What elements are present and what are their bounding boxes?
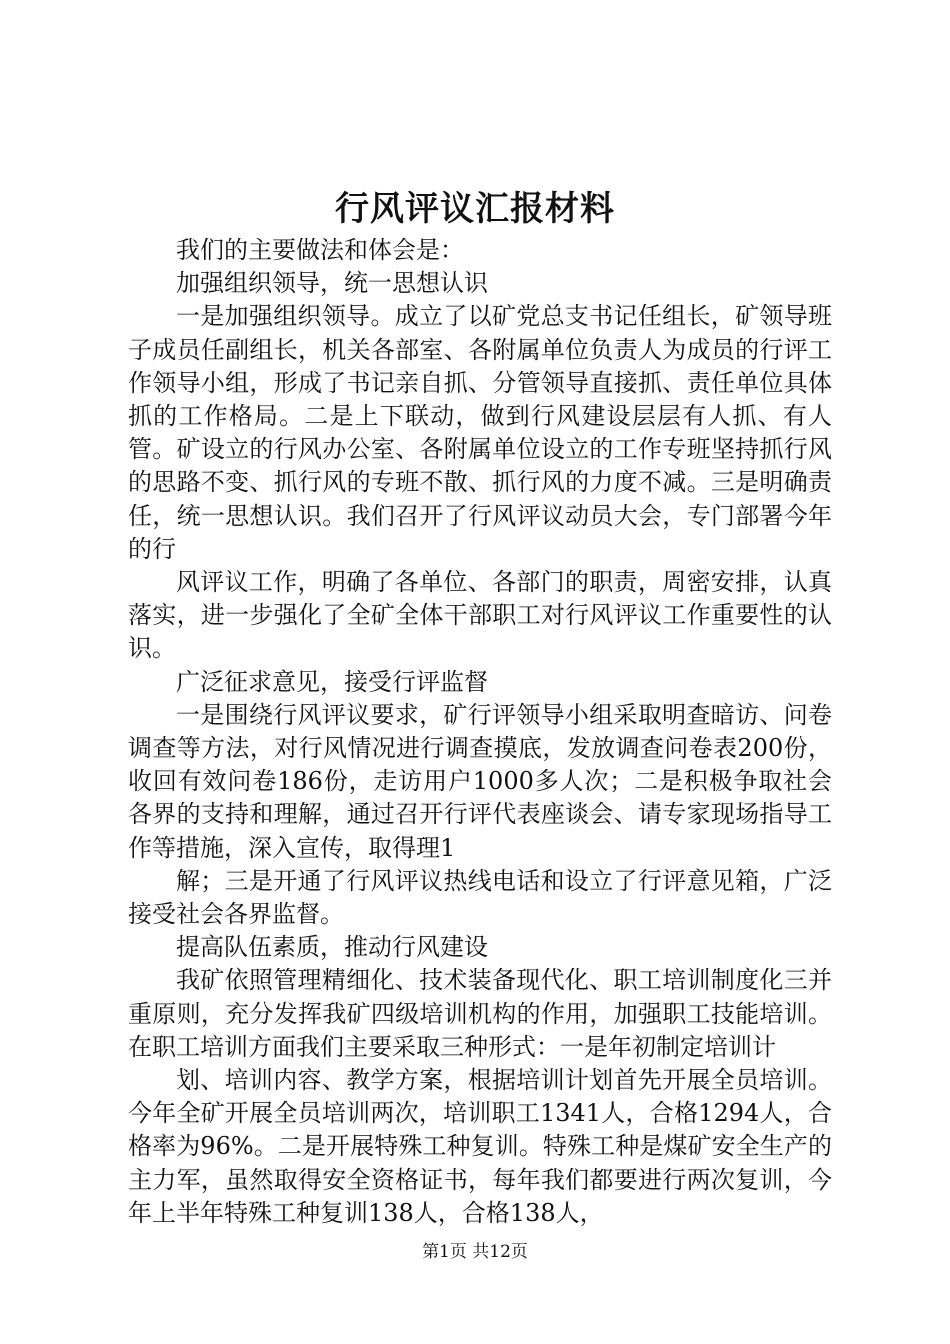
paragraph-leadership-cont: 风评议工作，明确了各单位、各部门的职责，周密安排，认真落实，进一步强化了全矿全体干部职工对行风评议工作重要性的认识。 [128, 568, 832, 663]
paragraph-intro: 我们的主要做法和体会是： [176, 236, 464, 264]
paragraph-quality-cont: 划、培训内容、教学方案，根据培训计划首先开展全员培训。今年全矿开展全员培训两次，培训职工1341人，合格1294人，合格率为96%。二是开展特殊工种复训。特殊工种是煤矿安全生产的主力军，虽然取得安全资格证书，每年我们都要进行两次复训，今年上半年特殊工种复训138人，合格138人， [128, 1066, 832, 1227]
paragraph-opinions-cont: 解；三是开通了行风评议热线电话和设立了行评意见箱，广泛接受社会各界监督。 [128, 866, 832, 929]
document-title: 行风评议汇报材料 [335, 189, 615, 229]
paragraph-opinions: 一是围绕行风评议要求，矿行评领导小组采取明查暗访、问卷调查等方法，对行风情况进行调查摸底，发放调查问卷表200份，收回有效问卷186份，走访用户1000多人次；二是积极争取社会各界的支持和理解，通过召开行评代表座谈会、请专家现场指导工作等措施，深入宣传，取得理1 [128, 700, 832, 862]
page-number-footer: 第1页 共12页 [422, 1242, 528, 1262]
document-body [128, 234, 832, 1230]
section-heading-quality: 提高队伍素质，推动行风建设 [176, 933, 488, 962]
paragraph-quality: 我矿依照管理精细化、技术装备现代化、职工培训制度化三并重原则，充分发挥我矿四级培训机构的作用，加强职工技能培训。在职工培训方面我们主要采取三种形式：一是年初制定培训计 [128, 966, 832, 1061]
section-heading-opinions: 广泛征求意见，接受行评监督 [176, 667, 488, 696]
paragraph-leadership: 一是加强组织领导。成立了以矿党总支书记任组长，矿领导班子成员任副组长，机关各部室、各附属单位负责人为成员的行评工作领导小组，形成了书记亲自抓、分管领导直接抓、责任单位具体抓的工作格局。二是上下联动，做到行风建设层层有人抓、有人管。矿设立的行风办公室、各附属单位设立的工作专班坚持抓行风的思路不变、抓行风的专班不散、抓行风的力度不减。三是明确责任，统一思想认识。我们召开了行风评议动员大会，专门部署今年的行 [128, 302, 832, 563]
section-heading-leadership: 加强组织领导，统一思想认识 [176, 269, 488, 298]
